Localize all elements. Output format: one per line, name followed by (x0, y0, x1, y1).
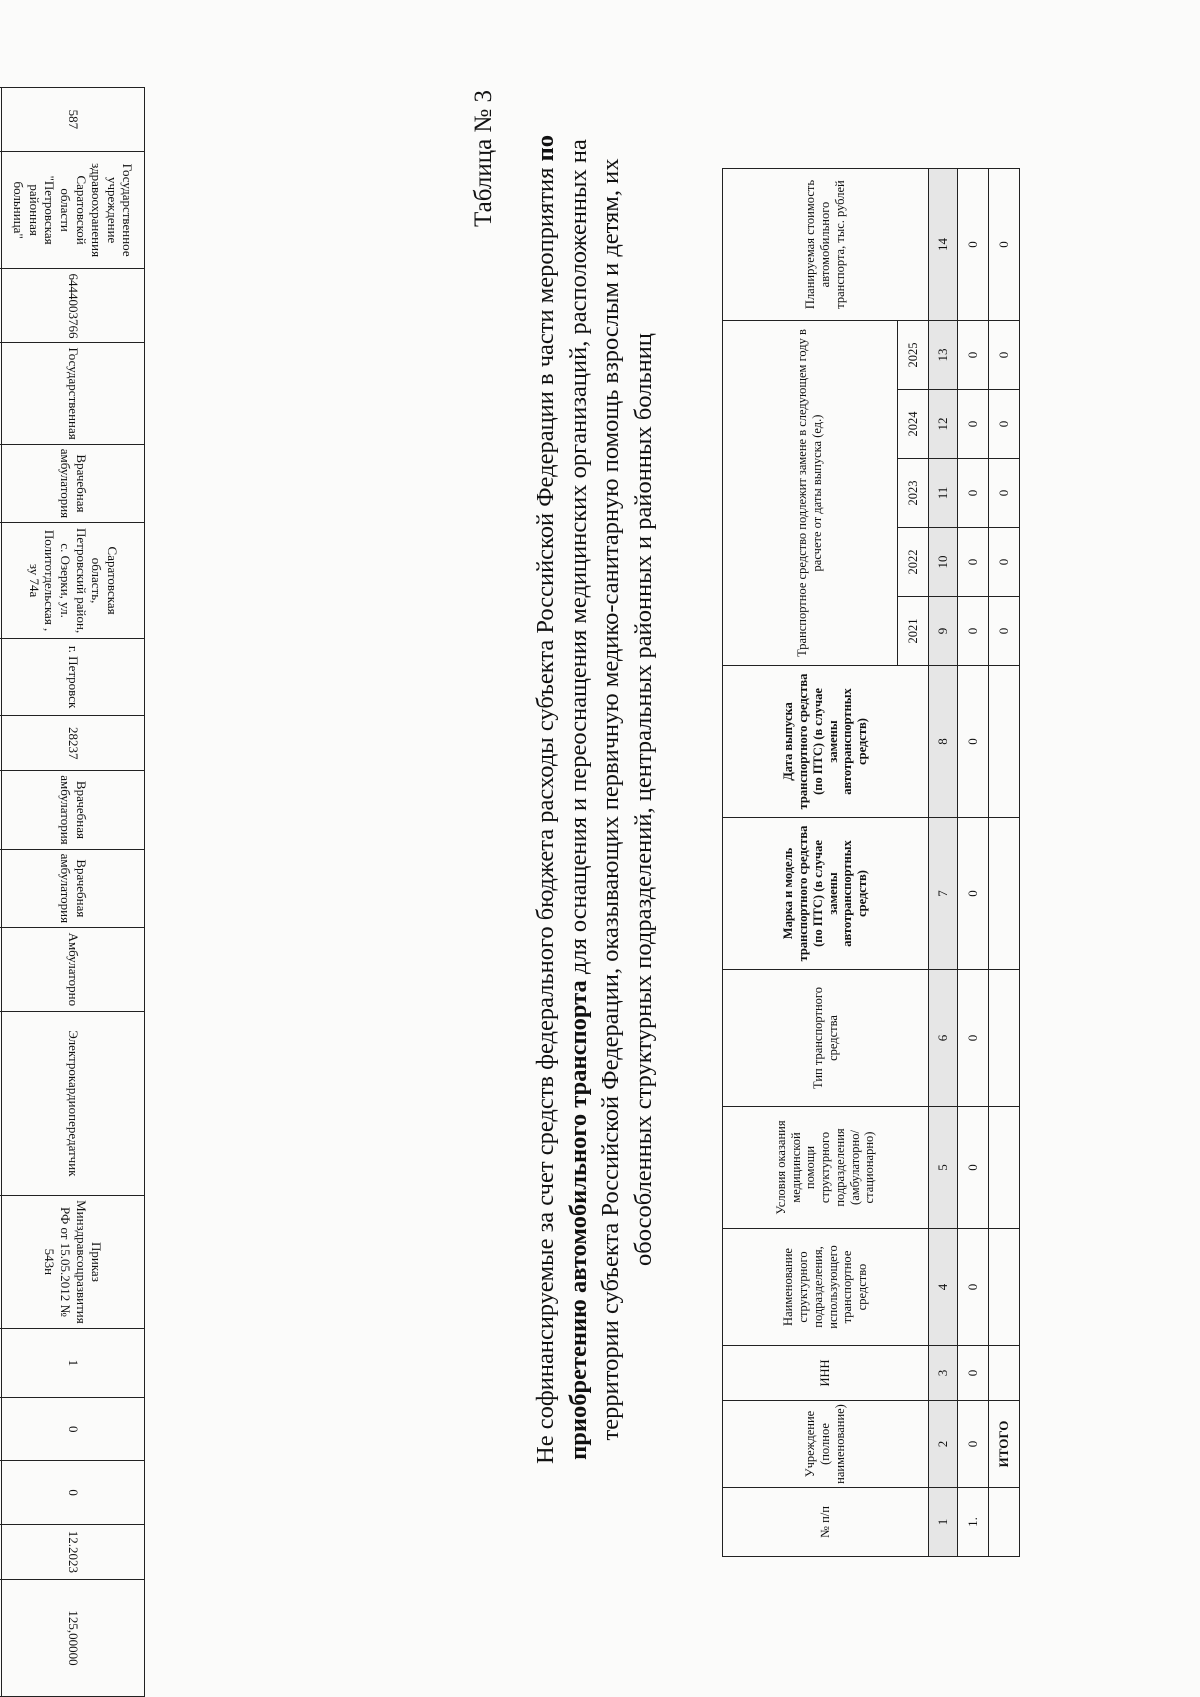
column-number: 7 (929, 818, 958, 970)
column-number: 2 (929, 1401, 958, 1488)
table-row (958, 169, 989, 1557)
column-number: 11 (929, 459, 958, 528)
header-replacement: Транспортное средство подлежит замене в следующем году в расчете от даты выпуска (ед.) (723, 321, 898, 666)
year-cell: 2021 (898, 597, 929, 666)
table-cell (0, 1011, 2, 1195)
total-label: ИТОГО (989, 1401, 1020, 1488)
column-number: 14 (929, 169, 958, 321)
table-cell (989, 818, 1020, 970)
column-number: 12 (929, 390, 958, 459)
table-number: Таблица № 3 (470, 89, 497, 227)
header-num: № п/п (723, 1488, 929, 1557)
column-number: 5 (929, 1107, 958, 1229)
header-institution: Учреждение (полное наименование) (723, 1401, 929, 1488)
table-cell: 0 (958, 321, 989, 390)
table-cell: 0 (958, 528, 989, 597)
table-cell (989, 1488, 1020, 1557)
column-number: 6 (929, 970, 958, 1107)
table-cell (0, 849, 2, 927)
column-number: 9 (929, 597, 958, 666)
table-cell (989, 1346, 1020, 1401)
table-cell: 0 (958, 818, 989, 970)
main-table (722, 168, 1020, 1557)
header-inn: ИНН (723, 1346, 929, 1401)
table-cell (989, 1107, 1020, 1229)
header-subdivision: Наименование структурного подразделения, использующего транспортное средство (723, 1229, 929, 1346)
table-cell: Врачебная амбулатория (2, 849, 145, 927)
table-cell: 0 (989, 390, 1020, 459)
heading-text-cont: для оснащения и переоснащения медицинских организаций, расположенных на территории субъекта Российской Федерации, оказывающих первичную медико-санитарную помощь взрослым и детям, их обособленных структурных подразделений, центральных районных и районных больниц (564, 139, 657, 1441)
table-cell: 0 (958, 1107, 989, 1229)
continuation-table (0, 87, 145, 1697)
table-cell (0, 1398, 2, 1461)
column-number: 13 (929, 321, 958, 390)
table-cell: Государственная (2, 343, 145, 444)
header-conditions: Условия оказания медицинской помощи структурного подразделения (амбулаторно/ стационарно) (723, 1107, 929, 1229)
table-cell: 0 (989, 169, 1020, 321)
table-cell: 28237 (2, 716, 145, 771)
table-row (2, 88, 145, 1697)
heading-text: Не софинансируемые за счет средств федерального бюджета расходы субъекта Российской Федерации в части мероприятия (532, 161, 559, 1464)
table-cell: 0 (958, 1346, 989, 1401)
table-total-row (989, 169, 1020, 1557)
table-cell: 1. (958, 1488, 989, 1557)
table-cell (0, 771, 2, 849)
heading-bold-text: по приобретению автомобильного транспорта (532, 135, 592, 1460)
table-cell (0, 88, 2, 152)
table-cell: 0 (2, 1398, 145, 1461)
table-cell (0, 1524, 2, 1579)
table-cell: 0 (989, 321, 1020, 390)
table-cell: Врачебная амбулатория (2, 771, 145, 849)
table-cell: 0 (989, 528, 1020, 597)
table-cell: 0 (2, 1461, 145, 1524)
header-brand: Марка и модель транспортного средства (по ПТС) (в случае замены автотранспортных средств) (723, 818, 929, 970)
table-row (0, 88, 2, 1697)
table-cell (0, 1580, 2, 1697)
year-cell: 2023 (898, 459, 929, 528)
table-cell: 0 (958, 390, 989, 459)
table-cell: 6444003766 (2, 269, 145, 343)
table-cell: 0 (958, 597, 989, 666)
table-cell (0, 444, 2, 522)
table-cell (989, 666, 1020, 818)
column-number: 3 (929, 1346, 958, 1401)
table-cell: 0 (958, 970, 989, 1107)
header-cost: Планируемая стоимость автомобильного транспорта, тыс. рублей (723, 169, 929, 321)
table-cell: 0 (958, 1401, 989, 1488)
table-cell: Саратовская область, Петровский район, с. Озерки, ул. Политотдельская , зу 74а (2, 523, 145, 639)
table-cell (989, 1229, 1020, 1346)
table-cell (0, 639, 2, 716)
table-cell: 1 (2, 1328, 145, 1397)
table-cell (0, 928, 2, 1012)
table-cell (0, 1461, 2, 1524)
table-cell (0, 269, 2, 343)
document-heading (530, 127, 660, 1472)
table-cell: 0 (958, 459, 989, 528)
table-row (929, 169, 958, 1557)
table-cell (0, 343, 2, 444)
table-cell: Приказ Минздравсоцразвития РФ от 15.05.2012 № 543н (2, 1196, 145, 1329)
header-release: Дата выпуска транспортного средства (по ПТС) (в случае замены автотранспортных средств) (723, 666, 929, 818)
table-cell: 587 (2, 88, 145, 152)
table-cell (0, 1328, 2, 1397)
table-cell: 12.2023 (2, 1524, 145, 1579)
table-cell: Врачебная амбулатория (2, 444, 145, 522)
table-cell: 0 (989, 597, 1020, 666)
table-cell: 0 (958, 1229, 989, 1346)
year-cell: 2024 (898, 390, 929, 459)
table-cell: г. Петровск (2, 639, 145, 716)
table-cell: 125,00000 (2, 1580, 145, 1697)
table-cell: 0 (958, 666, 989, 818)
column-number: 4 (929, 1229, 958, 1346)
table-cell (0, 523, 2, 639)
table-cell: Амбулаторно (2, 928, 145, 1012)
column-number: 10 (929, 528, 958, 597)
header-type: Тип транспортного средства (723, 970, 929, 1107)
table-cell (0, 1196, 2, 1329)
table-cell (0, 151, 2, 269)
table-cell (989, 970, 1020, 1107)
table-cell: Электрокардиопередатчик (2, 1011, 145, 1195)
column-number: 1 (929, 1488, 958, 1557)
column-number: 8 (929, 666, 958, 818)
table-header-row (723, 169, 898, 1557)
year-cell: 2022 (898, 528, 929, 597)
table-cell: 0 (958, 169, 989, 321)
year-cell: 2025 (898, 321, 929, 390)
table-cell: Государственное учреждение здравоохранения Саратовской области "Петровская районная больница" (2, 151, 145, 269)
table-cell (0, 716, 2, 771)
table-cell: 0 (989, 459, 1020, 528)
